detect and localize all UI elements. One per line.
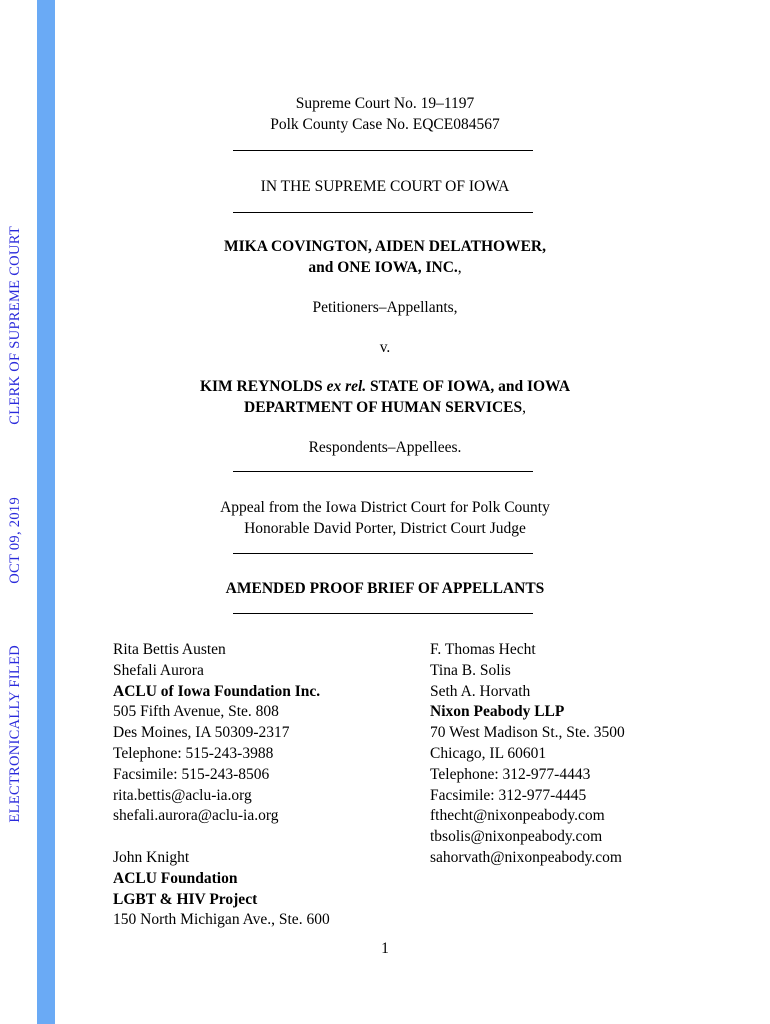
counsel-line: Tina B. Solis xyxy=(430,661,511,679)
counsel-right-column xyxy=(430,640,625,869)
petitioners-role: Petitioners–Appellants, xyxy=(312,299,458,316)
counsel-line: Nixon Peabody LLP xyxy=(430,703,565,721)
divider-rule xyxy=(233,613,533,615)
divider-rule xyxy=(233,471,533,473)
petitioners-line-2: and ONE IOWA, INC., xyxy=(308,259,462,276)
counsel-line: shefali.aurora@aclu-ia.org xyxy=(113,807,279,825)
counsel-line: ACLU Foundation xyxy=(113,869,238,887)
ex-rel-text: ex rel. xyxy=(326,378,367,395)
counsel-line: Shefali Aurora xyxy=(113,661,204,679)
county-case-number: Polk County Case No. EQCE084567 xyxy=(270,116,500,133)
counsel-line: Chicago, IL 60601 xyxy=(430,744,547,762)
counsel-line: fthecht@nixonpeabody.com xyxy=(430,807,605,825)
counsel-line: John Knight xyxy=(113,848,190,866)
respondents-role: Respondents–Appellees. xyxy=(308,439,462,456)
supreme-court-number: Supreme Court No. 19–1197 xyxy=(295,95,475,112)
stamp-date-text: OCT 09, 2019 xyxy=(7,497,23,584)
counsel-line: rita.bettis@aclu-ia.org xyxy=(113,786,252,804)
appeal-line-2: Honorable David Porter, District Court Judge xyxy=(244,520,526,537)
counsel-line: Telephone: 312-977-4443 xyxy=(430,765,591,783)
counsel-line: sahorvath@nixonpeabody.com xyxy=(430,848,622,866)
counsel-left-column xyxy=(113,640,330,931)
brief-title: AMENDED PROOF BRIEF OF APPELLANTS xyxy=(225,580,545,597)
stamp-clerk-text: CLERK OF SUPREME COURT xyxy=(7,226,23,425)
respondents-line-2: DEPARTMENT OF HUMAN SERVICES, xyxy=(244,399,526,416)
versus: v. xyxy=(379,339,391,356)
divider-rule xyxy=(233,150,533,152)
counsel-line: 505 Fifth Avenue, Ste. 808 xyxy=(113,703,279,721)
respondents-name-c: STATE OF IOWA, and IOWA xyxy=(366,378,571,395)
counsel-line xyxy=(113,827,330,848)
counsel-line: Facsimile: 312-977-4445 xyxy=(430,786,587,804)
respondents-name-a: KIM REYNOLDS xyxy=(199,378,327,395)
counsel-line: ACLU of Iowa Foundation Inc. xyxy=(113,682,321,700)
counsel-line: Rita Bettis Austen xyxy=(113,641,226,658)
court-name: IN THE SUPREME COURT OF IOWA xyxy=(260,178,510,195)
counsel-line: 70 West Madison St., Ste. 3500 xyxy=(430,724,625,742)
divider-rule xyxy=(233,212,533,214)
petitioners-line-1: MIKA COVINGTON, AIDEN DELATHOWER, xyxy=(224,238,546,255)
counsel-line: F. Thomas Hecht xyxy=(430,641,536,658)
counsel-line: LGBT & HIV Project xyxy=(113,890,258,908)
counsel-line: 150 North Michigan Ave., Ste. 600 xyxy=(113,911,330,929)
respondents-line-1 xyxy=(0,376,770,397)
stamp-filed-text: ELECTRONICALLY FILED xyxy=(7,645,23,823)
page-number: 1 xyxy=(381,940,389,957)
counsel-line: Seth A. Horvath xyxy=(430,682,531,700)
respondents-dept: DEPARTMENT OF HUMAN SERVICES xyxy=(244,399,523,416)
counsel-line: Des Moines, IA 50309-2317 xyxy=(113,724,290,742)
counsel-line: Telephone: 515-243-3988 xyxy=(113,744,274,762)
petitioners-name-tail: and ONE IOWA, INC. xyxy=(308,259,458,276)
divider-rule xyxy=(233,553,533,555)
counsel-line: tbsolis@nixonpeabody.com xyxy=(430,828,603,846)
appeal-line-1: Appeal from the Iowa District Court for Polk County xyxy=(220,499,550,516)
counsel-line: Facsimile: 515-243-8506 xyxy=(113,765,270,783)
